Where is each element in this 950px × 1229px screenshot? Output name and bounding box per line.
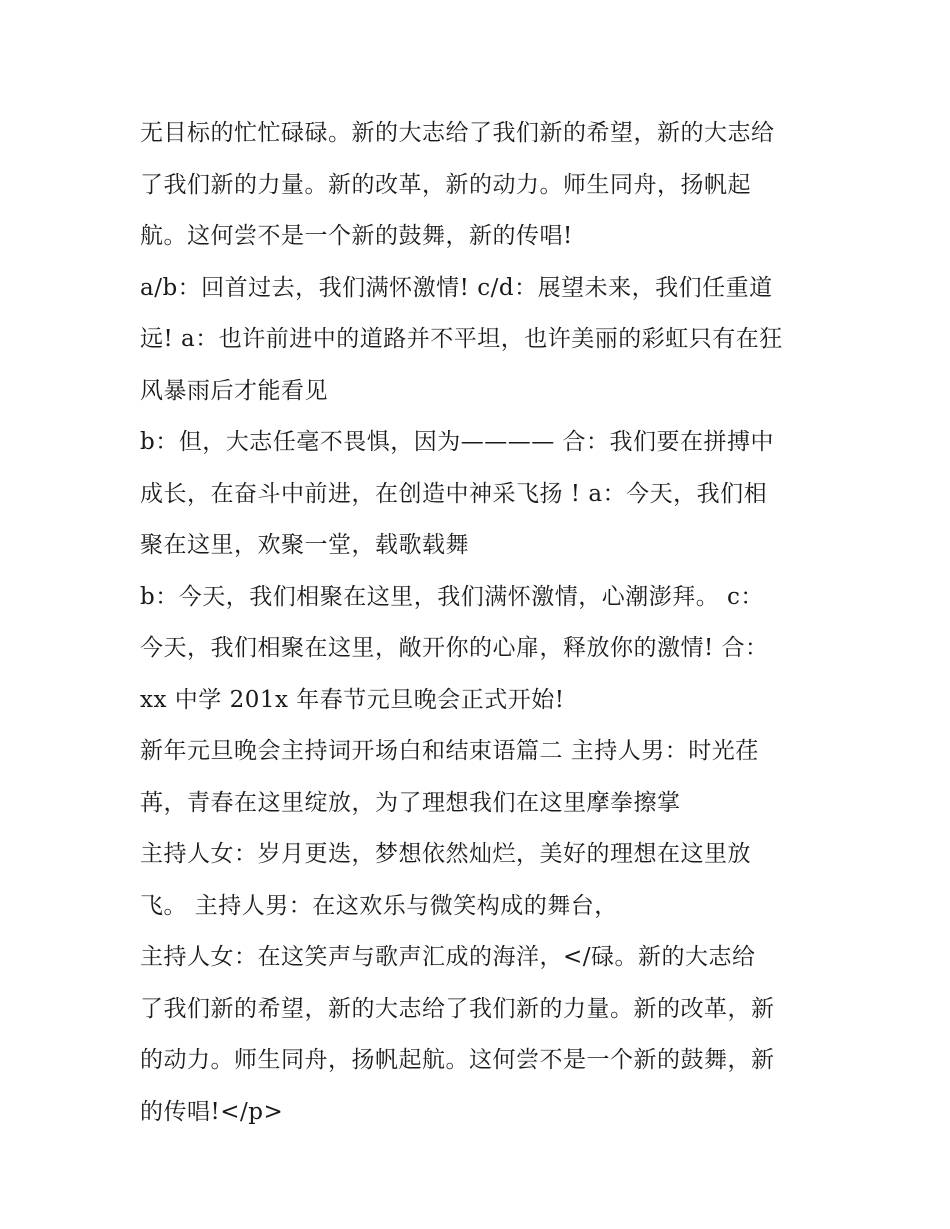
text-line: 无目标的忙忙碌碌。新的大志给了我们新的希望，新的大志给 [140, 120, 775, 146]
text-line: 聚在这里，欢聚一堂，载歌载舞 [140, 532, 469, 558]
text-line: a/b：回首过去，我们满怀激情! c/d：展望未来，我们任重道 [140, 274, 773, 301]
text-line: 主持人女：岁月更迭，梦想依然灿烂，美好的理想在这里放 [140, 841, 751, 867]
text-line: 成长，在奋斗中前进，在创造中神采飞扬 ! a：今天，我们相 [140, 480, 768, 507]
text-line: 飞。 主持人男：在这欢乐与微笑构成的舞台， [140, 892, 618, 919]
document-body [140, 108, 820, 1138]
text-line: 主持人女：在这笑声与歌声汇成的海洋，</碌。新的大志给 [140, 944, 756, 970]
text-line: 了我们新的希望，新的大志给了我们新的力量。新的改革，新 [140, 995, 775, 1022]
text-line: 远! a：也许前进中的道路并不平坦，也许美丽的彩虹只有在狂 [140, 326, 783, 352]
text-line: b：今天，我们相聚在这里，我们满怀激情，心潮澎拜。 c： [140, 583, 764, 610]
text-line: 风暴雨后才能看见 [140, 377, 328, 404]
text-line: 的动力。师生同舟，扬帆起航。这何尝不是一个新的鼓舞，新 [140, 1047, 775, 1073]
text-line: 的传唱!</p> [140, 1098, 284, 1125]
text-line: 新年元旦晚会主持词开场白和结束语篇二 主持人男：时光荏 [140, 738, 759, 764]
text-line: 苒，青春在这里绽放，为了理想我们在这里摩拳擦掌 [140, 789, 681, 816]
text-line: 今天，我们相聚在这里，敞开你的心扉，释放你的激情! 合： [140, 635, 769, 661]
text-line: 航。这何尝不是一个新的鼓舞，新的传唱! [140, 223, 573, 249]
text-line: xx 中学 201x 年春节元旦晚会正式开始! [140, 686, 565, 713]
text-line: b：但，大志任毫不畏惧，因为———— 合：我们要在拼搏中 [140, 429, 775, 455]
text-line: 了我们新的力量。新的改革，新的动力。师生同舟，扬帆起 [140, 171, 751, 198]
